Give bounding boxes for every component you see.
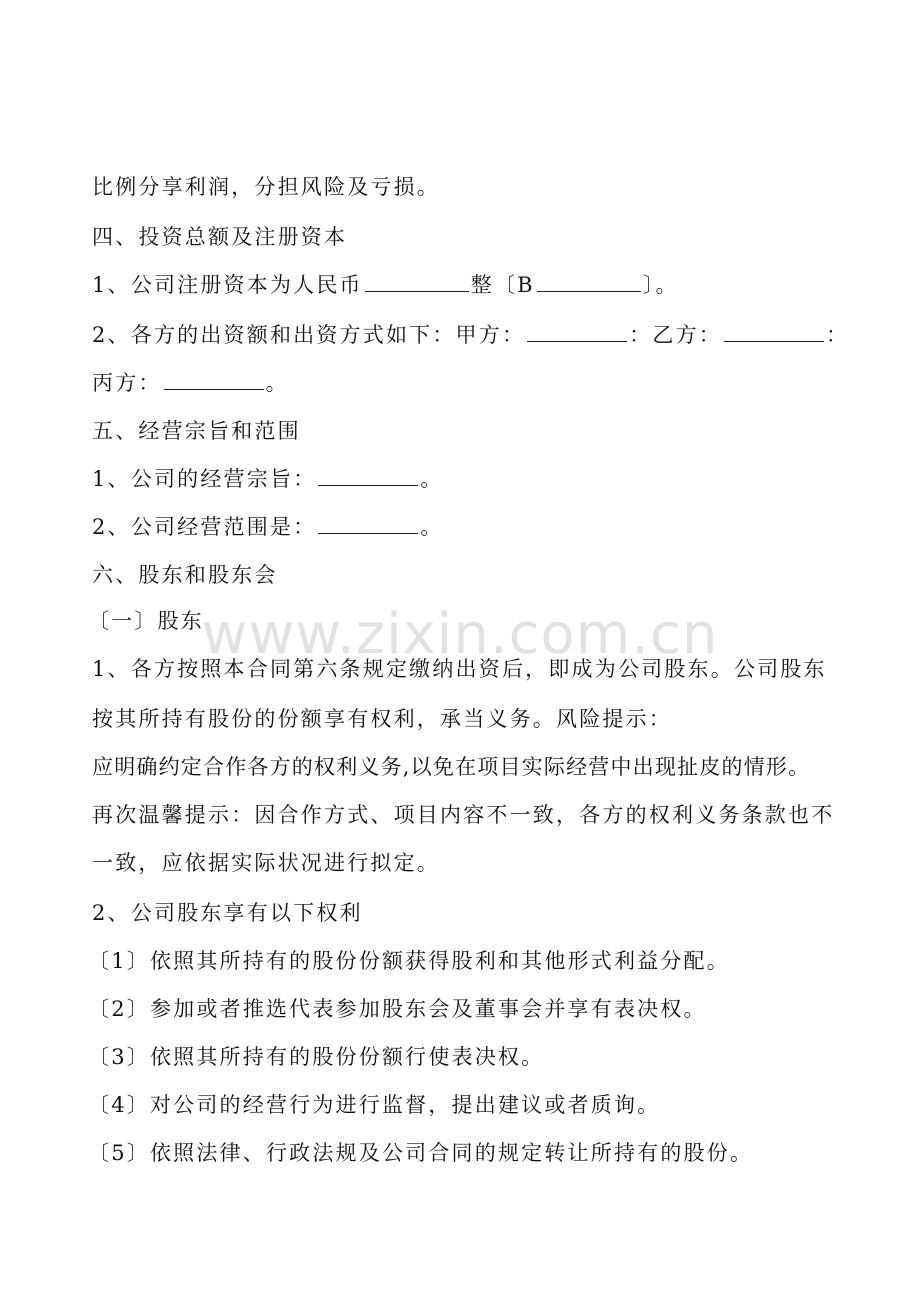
section-heading-6: 六、股东和股东会: [92, 563, 278, 587]
contribution-line: [92, 320, 860, 350]
business-scope-line: [92, 512, 860, 542]
text-segment: 1、公司注册资本为人民币: [92, 273, 363, 297]
text-segment: 1、公司的经营宗旨：: [92, 467, 317, 491]
list-item: 〔3〕依照其所持有的股份份额行使表决权。: [88, 1045, 545, 1069]
list-item: 〔4〕对公司的经营行为进行监督，提出建议或者质询。: [88, 1093, 661, 1117]
rights-heading: 2、公司股东享有以下权利: [92, 901, 363, 925]
watermark: www.zixin.com.cn: [201, 602, 719, 667]
section-heading-5: 五、经营宗旨和范围: [92, 419, 301, 443]
text-segment: 丙方：: [92, 371, 162, 395]
text-segment: ：: [825, 323, 850, 347]
list-item: 〔5〕依照法律、行政法规及公司合同的规定转让所持有的股份。: [88, 1141, 754, 1165]
text-segment: 。: [420, 515, 444, 539]
paragraph-line: 按其所持有股份的份额享有权利，承当义务。风险提示：: [92, 707, 672, 731]
text-segment: 2、公司经营范围是：: [92, 515, 317, 539]
fill-blank: [527, 321, 627, 342]
subsection-heading: 〔一〕股东: [88, 609, 204, 633]
text-segment: 整〔B: [470, 273, 535, 297]
contribution-line-cont: [92, 368, 860, 398]
paragraph-line: 应明确约定合作各方的权利义务,以免在项目实际经营中出现扯皮的情形。: [92, 755, 811, 779]
paragraph-line: 一致，应依据实际状况进行拟定。: [92, 851, 440, 875]
text-segment: 。: [420, 467, 444, 491]
paragraph-line: 1、各方按照本合同第六条规定缴纳出资后，即成为公司股东。公司股东: [92, 657, 827, 681]
text-segment: 〕。: [642, 273, 679, 297]
fill-blank: [164, 369, 264, 390]
fill-blank: [318, 513, 418, 534]
registered-capital-line: [92, 270, 860, 300]
business-purpose-line: [92, 464, 860, 494]
text-segment: ：乙方：: [629, 323, 722, 347]
list-item: 〔2〕参加或者推选代表参加股东会及董事会并享有表决权。: [88, 997, 707, 1021]
fill-blank: [318, 465, 418, 486]
text-segment: 2、各方的出资额和出资方式如下：甲方：: [92, 323, 526, 347]
fill-blank: [537, 271, 641, 292]
list-item: 〔1〕依照其所持有的股份份额获得股利和其他形式利益分配。: [88, 949, 730, 973]
text-segment: 。: [265, 371, 289, 395]
paragraph-line: 再次温馨提示：因合作方式、项目内容不一致，各方的权利义务条款也不: [92, 803, 835, 827]
fill-blank: [365, 271, 469, 292]
section-heading-4: 四、投资总额及注册资本: [92, 225, 348, 249]
fill-blank: [724, 321, 824, 342]
paragraph-line: 比例分享利润，分担风险及亏损。: [92, 175, 440, 199]
